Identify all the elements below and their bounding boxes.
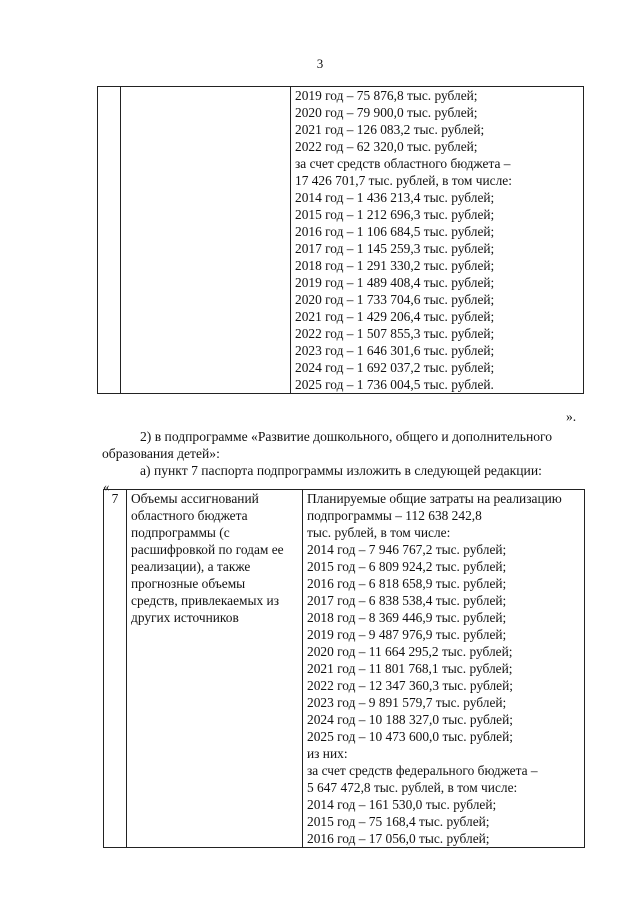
value-line: 2024 год – 1 692 037,2 тыс. рублей; — [295, 360, 495, 375]
value-line: 2021 год – 1 429 206,4 тыс. рублей; — [295, 309, 495, 324]
value-line: 2014 год – 1 436 213,4 тыс. рублей; — [295, 190, 495, 205]
value-line: 2015 год – 75 168,4 тыс. рублей; — [307, 814, 490, 829]
value-line: 2016 год – 6 818 658,9 тыс. рублей; — [307, 576, 507, 591]
closing-quote: ». — [566, 409, 577, 424]
name-line: расшифровкой по годам ее — [131, 542, 284, 557]
name-line: средств, привлекаемых из — [131, 593, 279, 608]
value-line: за счет средств федерального бюджета – — [307, 763, 538, 778]
value-line: 2017 год – 1 145 259,3 тыс. рублей; — [295, 241, 495, 256]
value-line: 2016 год – 17 056,0 тыс. рублей; — [307, 831, 490, 846]
name-line: подпрограммы (с — [131, 525, 230, 540]
value-line: 2023 год – 9 891 579,7 тыс. рублей; — [307, 695, 507, 710]
value-line: 2018 год – 1 291 330,2 тыс. рублей; — [295, 258, 495, 273]
value-line: Планируемые общие затраты на реализацию — [307, 491, 562, 506]
value-line: 2025 год – 1 736 004,5 тыс. рублей. — [295, 377, 494, 392]
subprogram-funding-table — [103, 489, 585, 848]
value-line: 2019 год – 9 487 976,9 тыс. рублей; — [307, 627, 507, 642]
table-row — [98, 87, 584, 394]
table-row — [104, 490, 585, 848]
value-line: 2022 год – 62 320,0 тыс. рублей; — [295, 139, 478, 154]
value-line: подпрограммы – 112 638 242,8 — [307, 508, 482, 523]
value-line: 2021 год – 11 801 768,1 тыс. рублей; — [307, 661, 513, 676]
value-line: 2015 год – 6 809 924,2 тыс. рублей; — [307, 559, 507, 574]
value-line: 2021 год – 126 083,2 тыс. рублей; — [295, 122, 485, 137]
row-number-cell — [98, 87, 121, 394]
value-line: 2019 год – 75 876,8 тыс. рублей; — [295, 88, 478, 103]
name-line: Объемы ассигнований — [131, 491, 259, 506]
value-line: из них: — [307, 746, 348, 761]
paragraph-2-line-1: 2) в подпрограмме «Развитие дошкольного, общего и дополнительного — [140, 429, 553, 444]
value-line: 2025 год – 10 473 600,0 тыс. рублей; — [307, 729, 513, 744]
paragraph-2-line-2: образования детей»: — [102, 446, 220, 461]
value-line: за счет средств областного бюджета – — [295, 156, 511, 171]
value-line: тыс. рублей, в том числе: — [307, 525, 451, 540]
page-number: 3 — [316, 56, 324, 71]
value-line: 2015 год – 1 212 696,3 тыс. рублей; — [295, 207, 495, 222]
value-line: 2018 год – 8 369 446,9 тыс. рублей; — [307, 610, 507, 625]
name-line: других источников — [131, 610, 239, 625]
value-line: 17 426 701,7 тыс. рублей, в том числе: — [295, 173, 512, 188]
row-value-cell — [303, 490, 585, 848]
value-line: 5 647 472,8 тыс. рублей, в том числе: — [307, 780, 518, 795]
name-line: прогнозные объемы — [131, 576, 246, 591]
value-line: 2022 год – 1 507 855,3 тыс. рублей; — [295, 326, 495, 341]
value-line: 2020 год – 79 900,0 тыс. рублей; — [295, 105, 478, 120]
row-value-cell — [291, 87, 584, 394]
paragraph-a: а) пункт 7 паспорта подпрограммы изложить в следующей редакции: — [140, 463, 542, 478]
value-line: 2020 год – 1 733 704,6 тыс. рублей; — [295, 292, 495, 307]
value-line: 2014 год – 161 530,0 тыс. рублей; — [307, 797, 497, 812]
value-line: 2020 год – 11 664 295,2 тыс. рублей; — [307, 644, 513, 659]
value-line: 2024 год – 10 188 327,0 тыс. рублей; — [307, 712, 513, 727]
name-line: областного бюджета — [131, 508, 248, 523]
opening-quote: « — [103, 479, 110, 494]
value-line: 2014 год – 7 946 767,2 тыс. рублей; — [307, 542, 507, 557]
row-number-cell: 7 — [104, 490, 127, 848]
name-line: реализации), а также — [131, 559, 251, 574]
value-line: 2017 год – 6 838 538,4 тыс. рублей; — [307, 593, 507, 608]
row-name-cell — [121, 87, 291, 394]
funding-table-continued — [97, 86, 584, 394]
value-line: 2016 год – 1 106 684,5 тыс. рублей; — [295, 224, 495, 239]
row-name-cell — [127, 490, 303, 848]
value-line: 2019 год – 1 489 408,4 тыс. рублей; — [295, 275, 495, 290]
value-line: 2023 год – 1 646 301,6 тыс. рублей; — [295, 343, 495, 358]
value-line: 2022 год – 12 347 360,3 тыс. рублей; — [307, 678, 513, 693]
